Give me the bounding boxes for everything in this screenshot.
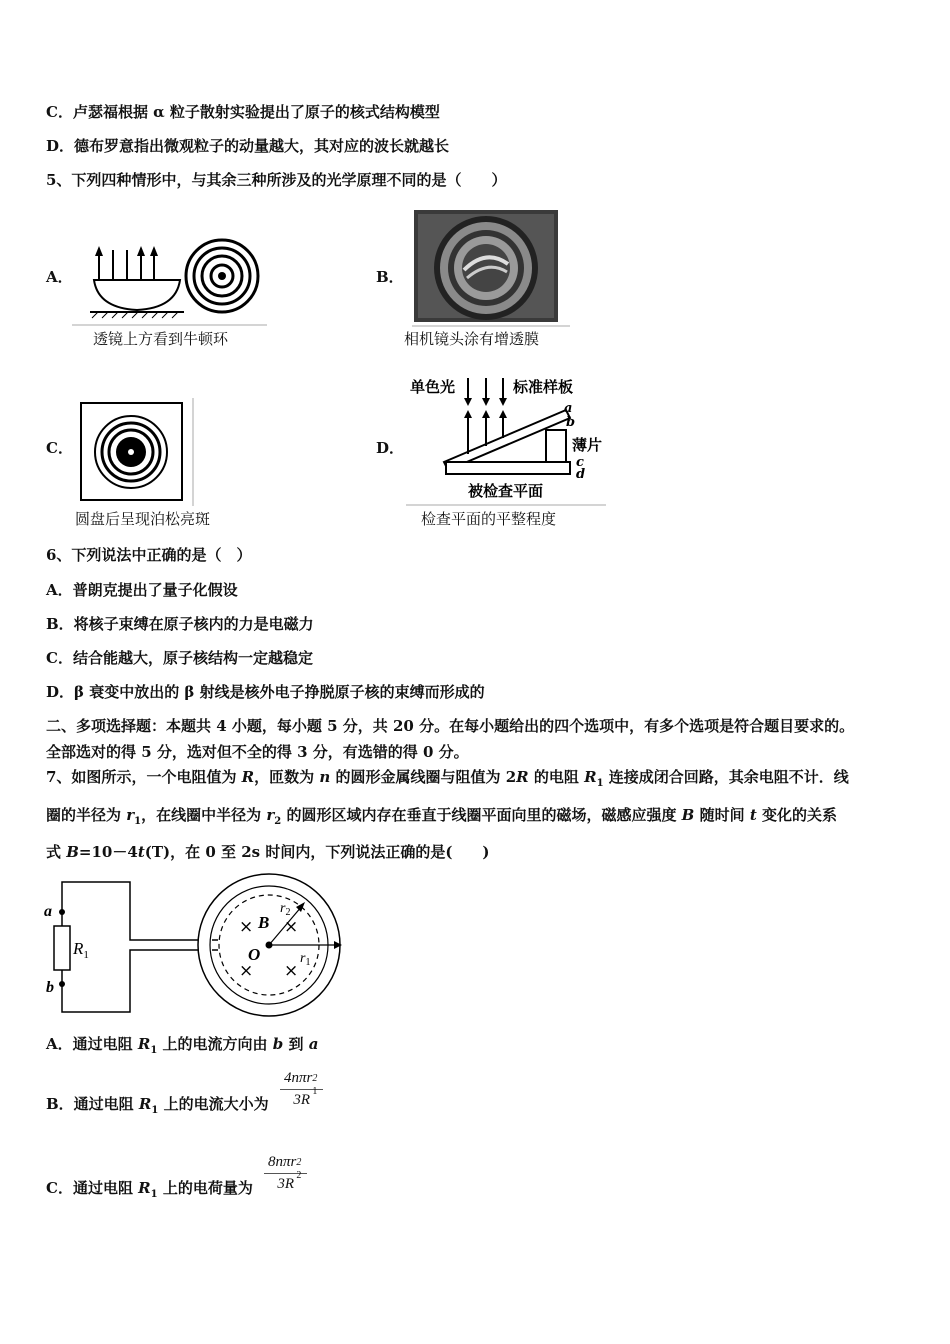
- q5-label-c: C．: [46, 439, 73, 457]
- field-cross-2: ×: [239, 961, 254, 981]
- label-a: a: [564, 401, 573, 416]
- label-thin-sheet: 薄片: [572, 436, 603, 454]
- radius-r1-label: $r_1$: [300, 951, 311, 968]
- center-o-label: O: [248, 945, 261, 964]
- label-tested-surface: 被检查平面: [468, 482, 544, 500]
- q4-option-c: C．卢瑟福根据 α 粒子散射实验提出了原子的核式结构模型: [46, 103, 440, 121]
- q5-stem: 5、下列四种情形中，与其余三种所涉及的光学原理不同的是（ ）: [46, 171, 507, 189]
- q5-caption-d: 检查平面的平整程度: [421, 510, 557, 528]
- q6-stem: 6、下列说法中正确的是（ ）: [46, 546, 252, 564]
- resistor-r1-label: $R_1$: [73, 939, 89, 961]
- poisson-spot-figure: [78, 398, 198, 508]
- q6-option-b: B．将核子束缚在原子核内的力是电磁力: [46, 615, 314, 633]
- q7-option-c-fraction: 8nπr 2 2 3R: [264, 1154, 307, 1193]
- q7-option-b: B．通过电阻 $R_1$ 上的电流大小为: [46, 1095, 269, 1116]
- label-monochromatic-light: 单色光: [410, 378, 456, 396]
- q5-caption-c: 圆盘后呈现泊松亮斑: [75, 510, 211, 528]
- q7-stem-line2: 圈的半径为 $r_1$，在线圈中半径为 $r_2$ 的圆形区域内存在垂直于线圈平面向里的磁场，磁感应强度 B 随时间 t 变化的关系: [46, 806, 837, 827]
- label-d: d: [576, 467, 586, 482]
- camera-lens-photo: [412, 208, 572, 328]
- q5-caption-b: 相机镜头涂有增透膜: [404, 330, 540, 348]
- label-c: c: [576, 455, 584, 470]
- section2-line2: 全部选对的得 5 分，选对但不全的得 3 分，有选错的得 0 分。: [46, 743, 469, 761]
- field-cross-4: ×: [239, 917, 254, 937]
- q5-label-d: D．: [376, 439, 405, 457]
- q7-circuit-diagram: [42, 872, 352, 1022]
- q4-option-d: D．德布罗意指出微观粒子的动量越大，其对应的波长就越长: [46, 137, 450, 155]
- q7-option-a: A．通过电阻 $R_1$ 上的电流方向由 b 到 a: [46, 1035, 319, 1056]
- field-cross-1: ×: [284, 917, 299, 937]
- newton-rings-figure: [72, 218, 272, 328]
- section2-line1: 二、多项选择题：本题共 4 小题，每小题 5 分，共 20 分。在每小题给出的四个选项中，有多个选项是符合题目要求的。: [46, 717, 855, 735]
- q7-option-c: C．通过电阻 $R_1$ 上的电荷量为: [46, 1179, 253, 1200]
- flatness-check-figure: [406, 372, 611, 512]
- q7-stem-line1: 7、如图所示，一个电阻值为 R，匝数为 n 的圆形金属线圈与阻值为 2R 的电阻 $R_1$ 连接成闭合回路，其余电阻不计．线: [46, 768, 849, 789]
- radius-r2-label: $r_2$: [280, 901, 291, 918]
- field-cross-3: ×: [284, 961, 299, 981]
- label-b: b: [566, 415, 576, 430]
- q5-label-b: B．: [376, 268, 404, 286]
- q5-label-a: A．: [46, 268, 73, 286]
- q5-caption-a: 透镜上方看到牛顿环: [93, 330, 229, 348]
- field-b-label: B: [258, 913, 270, 932]
- q7-option-b-fraction: 4nπr 2 1 3R: [280, 1070, 323, 1109]
- q6-option-d: D．β 衰变中放出的 β 射线是核外电子挣脱原子核的束缚而形成的: [46, 683, 485, 701]
- terminal-b: b: [46, 979, 54, 996]
- q7-stem-line3: 式 B=10－4t(T)，在 0 至 2s 时间内，下列说法正确的是( ): [46, 843, 490, 861]
- terminal-a: a: [44, 903, 52, 920]
- q6-option-c: C．结合能越大，原子核结构一定越稳定: [46, 649, 313, 667]
- label-standard-plate: 标准样板: [513, 378, 574, 396]
- q6-option-a: A．普朗克提出了量子化假设: [46, 581, 238, 599]
